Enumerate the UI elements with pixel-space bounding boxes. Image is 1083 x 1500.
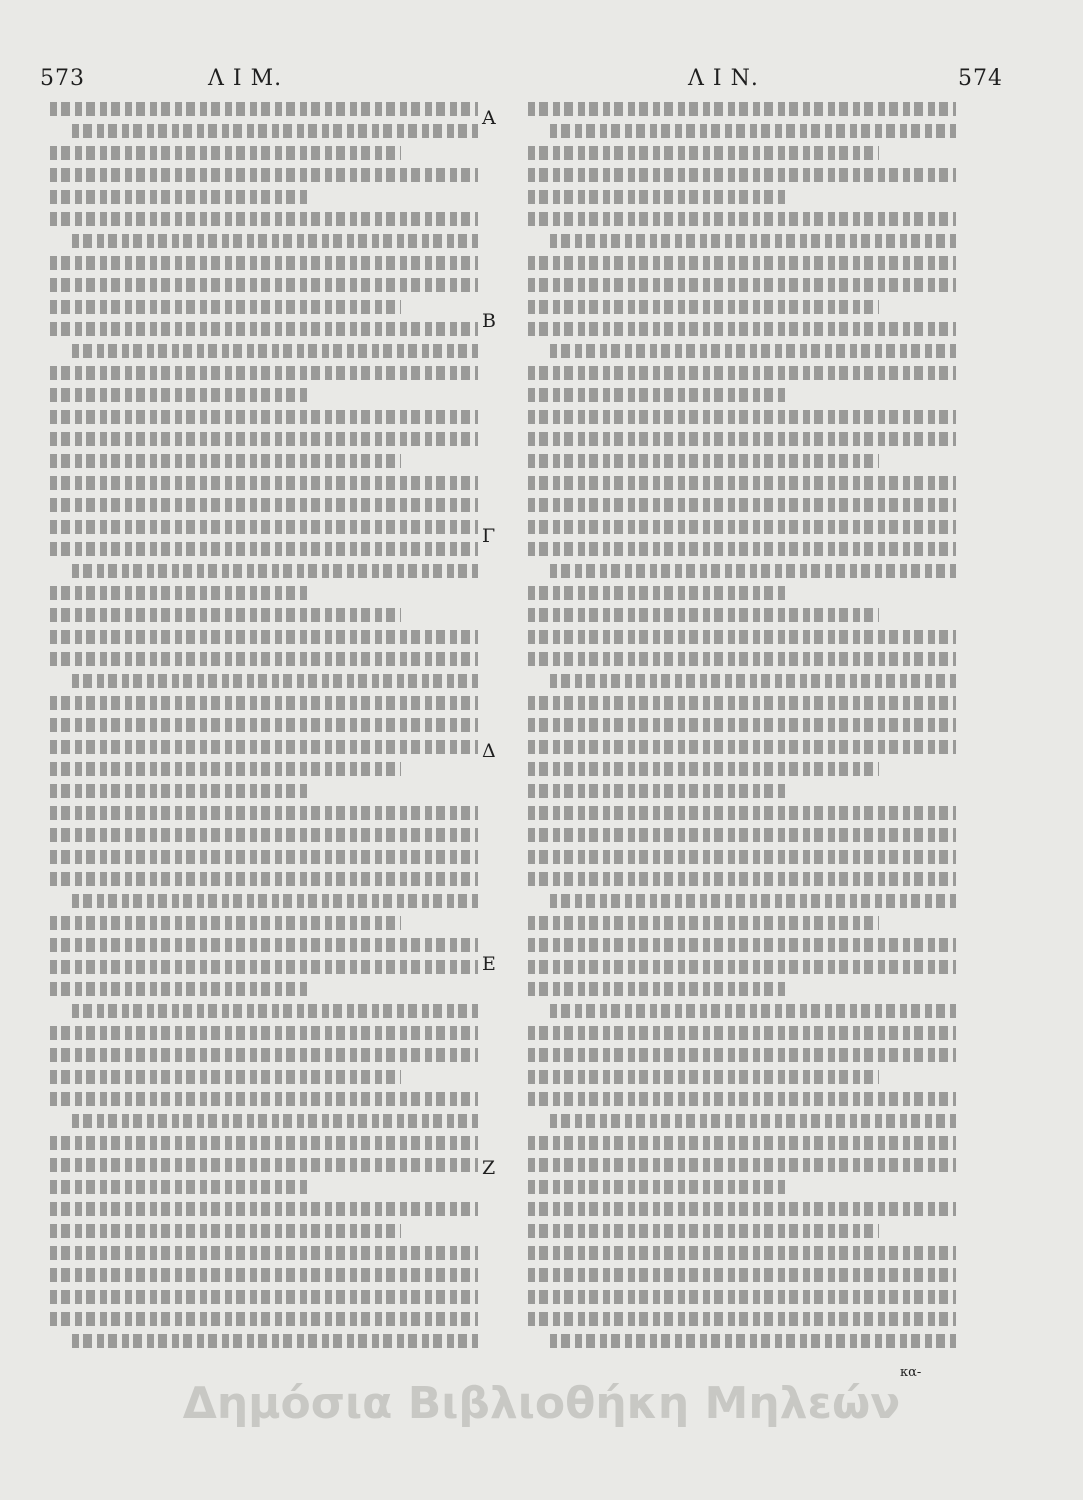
text-line bbox=[528, 1290, 956, 1304]
text-line bbox=[50, 982, 307, 996]
text-line bbox=[50, 168, 478, 182]
text-line bbox=[528, 102, 956, 116]
text-line bbox=[528, 520, 956, 534]
text-line bbox=[528, 212, 956, 226]
text-line bbox=[528, 190, 785, 204]
text-line bbox=[50, 190, 307, 204]
text-line bbox=[550, 564, 956, 578]
text-line bbox=[50, 806, 478, 820]
catchword: κα- bbox=[900, 1365, 922, 1380]
text-line bbox=[528, 960, 956, 974]
gutter-letter: Α bbox=[482, 107, 496, 129]
text-line bbox=[50, 454, 401, 468]
text-line bbox=[50, 608, 401, 622]
text-line bbox=[50, 102, 478, 116]
text-line bbox=[528, 938, 956, 952]
text-line bbox=[528, 608, 879, 622]
text-line bbox=[50, 696, 478, 710]
text-line bbox=[72, 674, 478, 688]
text-line bbox=[528, 476, 956, 490]
text-line bbox=[528, 498, 956, 512]
text-line bbox=[550, 344, 956, 358]
text-line bbox=[528, 1180, 785, 1194]
text-line bbox=[528, 850, 956, 864]
text-line bbox=[50, 1290, 478, 1304]
text-line bbox=[528, 1268, 956, 1282]
text-line bbox=[50, 916, 401, 930]
text-line bbox=[50, 630, 478, 644]
text-line bbox=[550, 1114, 956, 1128]
text-line bbox=[528, 872, 956, 886]
text-line bbox=[550, 1334, 956, 1348]
text-line bbox=[50, 432, 478, 446]
running-header bbox=[0, 66, 1083, 102]
text-line bbox=[528, 1158, 956, 1172]
text-line bbox=[50, 828, 478, 842]
running-head-left: Λ Ι Μ. bbox=[208, 66, 283, 91]
text-line bbox=[72, 344, 478, 358]
text-line bbox=[50, 146, 401, 160]
text-line bbox=[50, 1246, 478, 1260]
text-line bbox=[50, 278, 478, 292]
text-line bbox=[50, 1268, 478, 1282]
text-line bbox=[50, 850, 478, 864]
page-number-left: 573 bbox=[40, 66, 85, 91]
text-line bbox=[50, 1070, 401, 1084]
text-line bbox=[50, 388, 307, 402]
text-line bbox=[528, 784, 785, 798]
text-line bbox=[50, 542, 478, 556]
gutter-letter: Β bbox=[482, 310, 496, 332]
text-line bbox=[528, 256, 956, 270]
right-text-column bbox=[528, 102, 956, 1360]
text-line bbox=[528, 586, 785, 600]
text-line bbox=[528, 454, 879, 468]
text-line bbox=[528, 696, 956, 710]
text-line bbox=[72, 1114, 478, 1128]
text-line bbox=[528, 982, 785, 996]
gutter-letter: Ζ bbox=[482, 1157, 496, 1179]
text-line bbox=[50, 740, 478, 754]
text-line bbox=[528, 916, 879, 930]
text-line bbox=[528, 652, 956, 666]
text-line bbox=[550, 674, 956, 688]
page-number-right: 574 bbox=[958, 66, 1003, 91]
text-line bbox=[50, 476, 478, 490]
gutter-letter: Δ bbox=[482, 740, 496, 762]
text-line bbox=[50, 212, 478, 226]
text-line bbox=[50, 652, 478, 666]
text-line bbox=[50, 1048, 478, 1062]
text-line bbox=[528, 168, 956, 182]
text-line bbox=[528, 322, 956, 336]
text-line bbox=[550, 894, 956, 908]
text-line bbox=[50, 938, 478, 952]
text-line bbox=[528, 1048, 956, 1062]
library-watermark: Δημόσια Βιβλιοθήκη Μηλεών bbox=[182, 1378, 901, 1429]
text-line bbox=[50, 784, 307, 798]
text-line bbox=[72, 894, 478, 908]
text-line bbox=[528, 410, 956, 424]
text-line bbox=[50, 1224, 401, 1238]
text-line bbox=[528, 366, 956, 380]
text-line bbox=[550, 234, 956, 248]
text-line bbox=[550, 1004, 956, 1018]
text-line bbox=[50, 256, 478, 270]
text-line bbox=[528, 300, 879, 314]
text-line bbox=[528, 432, 956, 446]
text-line bbox=[72, 124, 478, 138]
text-line bbox=[50, 1026, 478, 1040]
text-line bbox=[50, 1180, 307, 1194]
gutter-section-letters bbox=[476, 95, 516, 1395]
text-line bbox=[50, 1136, 478, 1150]
gutter-letter: Ε bbox=[482, 953, 496, 975]
text-line bbox=[50, 1092, 478, 1106]
text-line bbox=[528, 1136, 956, 1150]
text-line bbox=[50, 366, 478, 380]
text-line bbox=[528, 1026, 956, 1040]
text-line bbox=[72, 234, 478, 248]
text-line bbox=[72, 1004, 478, 1018]
text-line bbox=[50, 498, 478, 512]
text-line bbox=[528, 718, 956, 732]
running-head-right: Λ Ι Ν. bbox=[688, 66, 759, 91]
text-line bbox=[50, 762, 401, 776]
text-line bbox=[528, 762, 879, 776]
text-line bbox=[50, 520, 478, 534]
text-line bbox=[528, 1070, 879, 1084]
gutter-letter: Γ bbox=[482, 525, 496, 547]
text-line bbox=[528, 1202, 956, 1216]
text-line bbox=[50, 960, 478, 974]
text-line bbox=[528, 740, 956, 754]
text-line bbox=[528, 388, 785, 402]
text-line bbox=[50, 300, 401, 314]
text-line bbox=[50, 410, 478, 424]
text-line bbox=[50, 1312, 478, 1326]
text-line bbox=[50, 718, 478, 732]
text-line bbox=[528, 1246, 956, 1260]
text-line bbox=[50, 1158, 478, 1172]
text-line bbox=[528, 1092, 956, 1106]
text-line bbox=[528, 146, 879, 160]
text-line bbox=[550, 124, 956, 138]
text-line bbox=[50, 872, 478, 886]
text-line bbox=[50, 322, 478, 336]
text-line bbox=[50, 586, 307, 600]
text-line bbox=[528, 1312, 956, 1326]
left-text-column bbox=[50, 102, 478, 1360]
text-line bbox=[528, 828, 956, 842]
text-line bbox=[528, 630, 956, 644]
text-line bbox=[50, 1202, 478, 1216]
text-line bbox=[528, 1224, 879, 1238]
text-line bbox=[72, 564, 478, 578]
text-line bbox=[528, 806, 956, 820]
text-line bbox=[528, 542, 956, 556]
text-line bbox=[72, 1334, 478, 1348]
text-line bbox=[528, 278, 956, 292]
